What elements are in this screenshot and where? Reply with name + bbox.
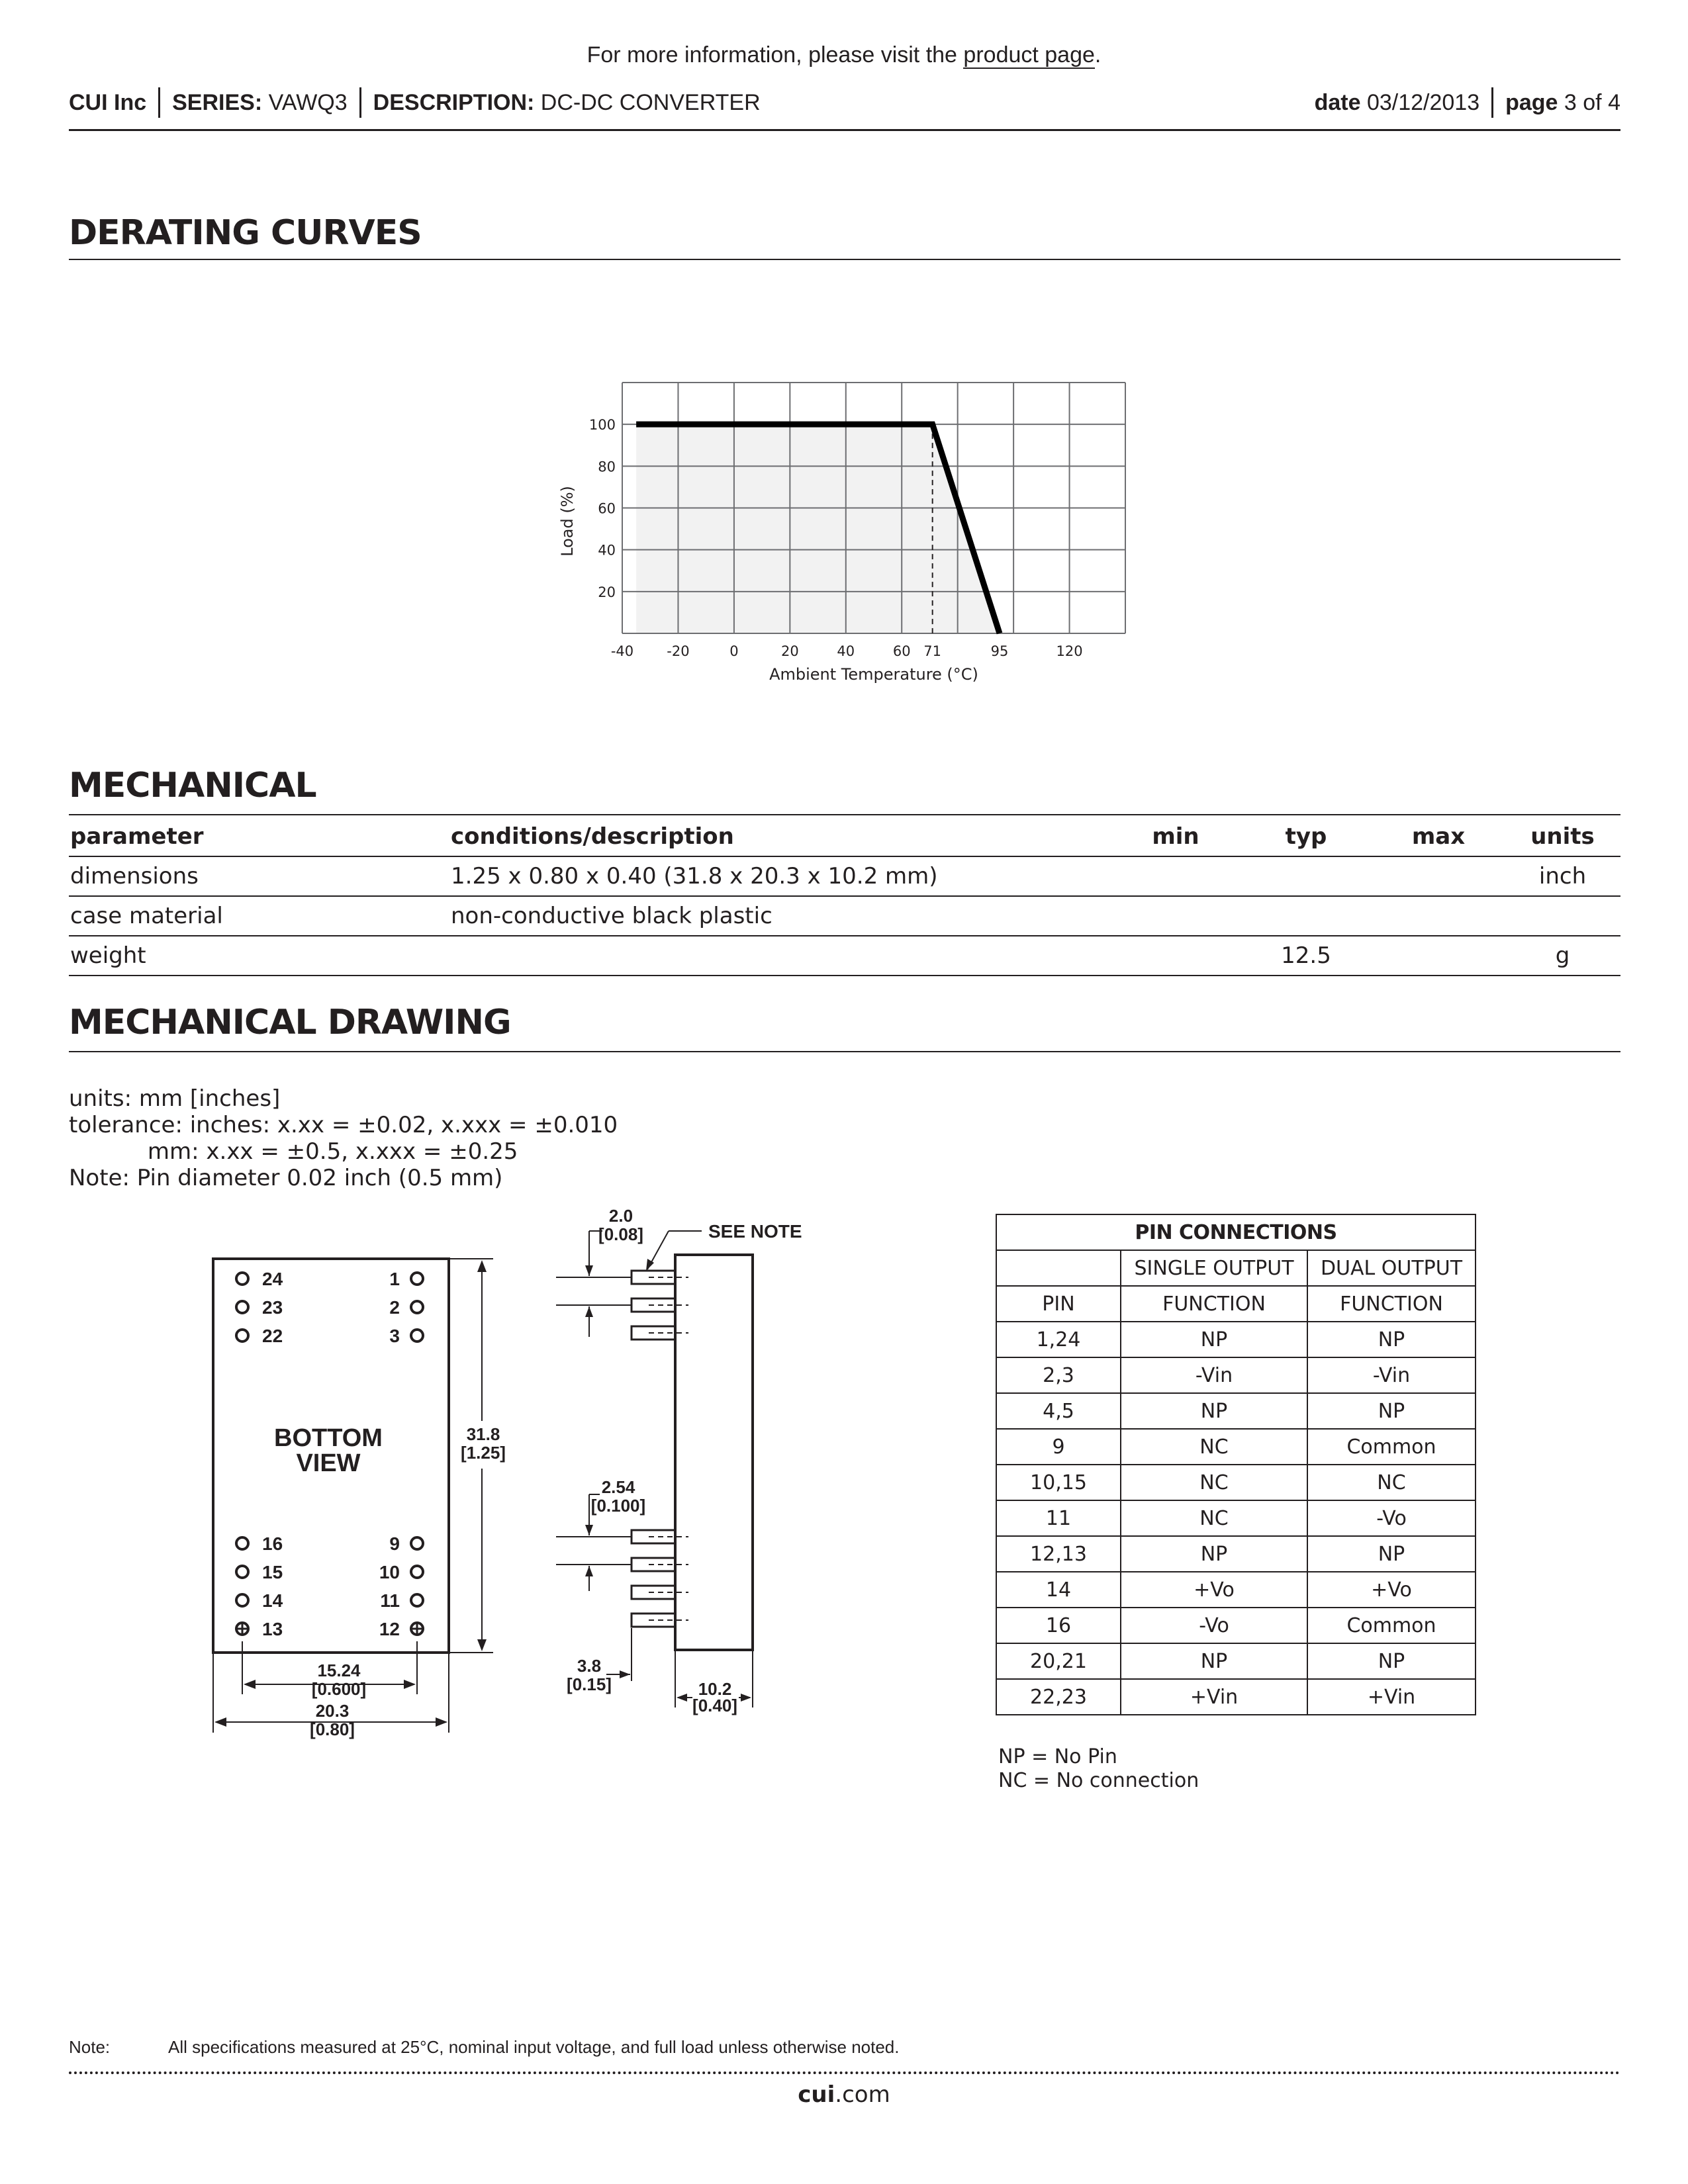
arrowhead <box>436 1717 447 1727</box>
product-page-link[interactable]: product page <box>963 42 1095 68</box>
function-cell: NP <box>1307 1322 1476 1357</box>
page-label: page <box>1505 89 1558 115</box>
drawing-notes <box>69 1085 618 1191</box>
pin-hole <box>236 1537 248 1549</box>
dimension-text: [1.25] <box>461 1443 506 1463</box>
pin-connections-table <box>996 1214 1476 1715</box>
y-tick-label: 80 <box>598 459 616 475</box>
column-header: FUNCTION <box>1307 1286 1476 1322</box>
pin-label: 15 <box>262 1562 283 1582</box>
arrowhead <box>477 1639 487 1651</box>
table-cell <box>996 1250 1121 1286</box>
date-label: date <box>1314 89 1361 115</box>
table-cell <box>1372 896 1505 936</box>
legend-np: NP = No Pin <box>998 1745 1117 1768</box>
table-cell: 1.25 x 0.80 x 0.40 (31.8 x 20.3 x 10.2 mm) <box>449 856 1111 896</box>
bottom-view-label: VIEW <box>296 1449 361 1477</box>
pin-hole <box>236 1330 248 1342</box>
pin-cell: 14 <box>996 1572 1121 1608</box>
table-cell <box>1240 856 1372 896</box>
dimension-text: 2.0 <box>608 1206 633 1226</box>
dimension-text: [0.600] <box>311 1679 367 1699</box>
table-row <box>996 1429 1476 1465</box>
table-cell <box>1372 856 1505 896</box>
x-tick-label: 95 <box>990 643 1009 659</box>
column-header: typ <box>1240 817 1372 856</box>
pin-label: 9 <box>389 1533 400 1554</box>
tolerance-note: mm: x.xx = ±0.5, x.xxx = ±0.25 <box>69 1138 518 1165</box>
dimension-text: 15.24 <box>317 1661 361 1680</box>
pin-label: 11 <box>380 1590 400 1611</box>
mechanical-drawing-section-title: MECHANICAL DRAWING <box>69 1003 511 1042</box>
x-tick-label: 60 <box>892 643 911 659</box>
pin-cell: 9 <box>996 1429 1121 1465</box>
footer-note <box>69 2037 899 2058</box>
arrowhead <box>404 1680 416 1689</box>
dimension-text: 31.8 <box>466 1424 500 1444</box>
derating-chart <box>543 371 1152 702</box>
function-cell: -Vo <box>1307 1500 1476 1536</box>
table-header-row <box>996 1286 1476 1322</box>
top-info-note <box>0 42 1688 68</box>
table-row <box>996 1465 1476 1500</box>
pin-label: 3 <box>389 1326 400 1346</box>
see-note-label: SEE NOTE <box>708 1221 802 1242</box>
y-axis-label: Load (%) <box>558 486 577 557</box>
site-name-rest: .com <box>835 2081 890 2108</box>
header-divider <box>359 87 361 118</box>
function-cell: NP <box>1307 1643 1476 1679</box>
pin-hole <box>236 1594 248 1606</box>
footer-dotted-rule <box>69 2071 1620 2074</box>
column-header: max <box>1372 817 1505 856</box>
table-cell: g <box>1505 936 1620 976</box>
table-cell: weight <box>69 936 449 976</box>
column-header: min <box>1111 817 1240 856</box>
pin-label: 22 <box>262 1326 283 1346</box>
arrowhead <box>477 1260 487 1272</box>
dimension-text: [0.80] <box>310 1719 355 1739</box>
table-title-row <box>996 1214 1476 1250</box>
pin-hole <box>411 1537 423 1549</box>
company-name: CUI Inc <box>69 89 147 115</box>
function-cell: NP <box>1307 1536 1476 1572</box>
pin-hole <box>236 1566 248 1578</box>
function-cell: NP <box>1307 1393 1476 1429</box>
header-divider <box>158 87 160 118</box>
x-tick-label: -40 <box>610 643 634 659</box>
page-number: 3 of 4 <box>1564 89 1620 115</box>
dimension-text: 2.54 <box>601 1477 635 1497</box>
column-header: units <box>1505 817 1620 856</box>
pin-hole <box>411 1273 423 1285</box>
series-value: VAWQ3 <box>268 89 348 115</box>
function-cell: NC <box>1121 1465 1307 1500</box>
function-cell: NP <box>1121 1393 1307 1429</box>
pin-hole <box>411 1330 423 1342</box>
arrowhead <box>677 1694 687 1702</box>
pin-hole <box>411 1566 423 1578</box>
dimension-text: 10.2 <box>698 1679 732 1699</box>
pin-cell: 1,24 <box>996 1322 1121 1357</box>
pin-cell: 4,5 <box>996 1393 1121 1429</box>
pin-cell: 22,23 <box>996 1679 1121 1715</box>
y-tick-label: 20 <box>598 584 616 600</box>
pin-label: 1 <box>389 1269 400 1289</box>
function-cell: +Vin <box>1307 1679 1476 1715</box>
pin-cell: 10,15 <box>996 1465 1121 1500</box>
module-side-outline <box>675 1255 753 1650</box>
arrowhead <box>585 1566 593 1576</box>
pin-label: 13 <box>262 1619 283 1639</box>
legend-nc: NC = No connection <box>998 1769 1199 1792</box>
dimension-text: [0.08] <box>598 1224 643 1244</box>
table-row <box>996 1679 1476 1715</box>
top-note-prefix: For more information, please visit the <box>586 42 964 68</box>
description-value: DC-DC CONVERTER <box>540 89 761 115</box>
x-tick-label: 120 <box>1056 643 1083 659</box>
column-header: PIN <box>996 1286 1121 1322</box>
dimension-text: [0.40] <box>692 1696 737 1715</box>
pin-hole <box>411 1301 423 1313</box>
dimension-text: 20.3 <box>315 1701 350 1721</box>
function-cell: -Vin <box>1121 1357 1307 1393</box>
table-cell: non-conductive black plastic <box>449 896 1111 936</box>
function-cell: +Vo <box>1307 1572 1476 1608</box>
table-row <box>996 1393 1476 1429</box>
pin-hole <box>236 1301 248 1313</box>
footer-site-link[interactable] <box>0 2081 1688 2108</box>
table-cell <box>1111 856 1240 896</box>
function-cell: -Vin <box>1307 1357 1476 1393</box>
arrowhead <box>214 1717 226 1727</box>
pin-cell: 20,21 <box>996 1643 1121 1679</box>
x-axis-label: Ambient Temperature (°C) <box>769 665 978 684</box>
arrowhead <box>585 1306 593 1317</box>
section-rule <box>69 1051 1620 1052</box>
pin-label: 10 <box>379 1562 400 1582</box>
table-cell <box>1111 896 1240 936</box>
function-cell: NP <box>1121 1536 1307 1572</box>
bottom-view-drawing <box>199 1244 569 1760</box>
x-tick-label: 40 <box>837 643 855 659</box>
table-cell <box>1505 896 1620 936</box>
table-row <box>996 1357 1476 1393</box>
tolerance-note: tolerance: inches: x.xx = ±0.02, x.xxx = ±0.010 <box>69 1112 618 1138</box>
series-label: SERIES: <box>172 89 263 115</box>
function-cell: NP <box>1121 1643 1307 1679</box>
column-header: parameter <box>69 817 449 856</box>
table-header-row <box>996 1250 1476 1286</box>
table-row <box>69 936 1620 976</box>
pin-hole <box>236 1273 248 1285</box>
table-row <box>996 1608 1476 1643</box>
derating-section-title: DERATING CURVES <box>69 213 422 253</box>
function-cell: -Vo <box>1121 1608 1307 1643</box>
arrowhead <box>585 1265 593 1276</box>
pin-cell: 11 <box>996 1500 1121 1536</box>
table-row <box>996 1643 1476 1679</box>
table-row <box>996 1322 1476 1357</box>
function-cell: Common <box>1307 1429 1476 1465</box>
y-tick-label: 100 <box>588 417 616 433</box>
column-header: FUNCTION <box>1121 1286 1307 1322</box>
pin-hole <box>411 1594 423 1606</box>
pin-cell: 16 <box>996 1608 1121 1643</box>
function-cell: NC <box>1121 1429 1307 1465</box>
table-row <box>996 1536 1476 1572</box>
pin-cell: 12,13 <box>996 1536 1121 1572</box>
pin-diameter-note: Note: Pin diameter 0.02 inch (0.5 mm) <box>69 1165 503 1191</box>
table-header-row <box>69 817 1620 856</box>
pin-label: 14 <box>262 1590 283 1611</box>
side-view-drawing <box>549 1205 847 1734</box>
column-header: DUAL OUTPUT <box>1307 1250 1476 1286</box>
table-row <box>69 896 1620 936</box>
dimension-text: 3.8 <box>577 1656 602 1676</box>
arrowhead <box>585 1525 593 1535</box>
section-rule <box>69 814 1620 815</box>
pin-label: 24 <box>262 1269 283 1289</box>
column-header: SINGLE OUTPUT <box>1121 1250 1307 1286</box>
table-row <box>69 856 1620 896</box>
table-cell <box>1372 936 1505 976</box>
pin-legend <box>998 1745 1199 1793</box>
arrowhead <box>620 1670 630 1678</box>
table-cell: case material <box>69 896 449 936</box>
x-tick-label: -20 <box>667 643 690 659</box>
mechanical-section-title: MECHANICAL <box>69 766 316 805</box>
table-row <box>996 1500 1476 1536</box>
function-cell: Common <box>1307 1608 1476 1643</box>
function-cell: NP <box>1121 1322 1307 1357</box>
section-rule <box>69 259 1620 260</box>
table-cell <box>449 936 1111 976</box>
header-rule <box>69 129 1620 131</box>
table-cell: 12.5 <box>1240 936 1372 976</box>
page-header <box>69 87 1620 119</box>
table-cell <box>1111 936 1240 976</box>
table-cell: inch <box>1505 856 1620 896</box>
table-row <box>996 1572 1476 1608</box>
function-cell: +Vin <box>1121 1679 1307 1715</box>
pin-label: 2 <box>389 1297 400 1318</box>
footer-note-label: Note: <box>69 2037 111 2057</box>
arrowhead <box>741 1694 751 1702</box>
footer-note-text: All specifications measured at 25°C, nominal input voltage, and full load unless otherwise noted. <box>168 2037 900 2057</box>
date-value: 03/12/2013 <box>1366 89 1480 115</box>
header-divider <box>1491 87 1493 118</box>
x-tick-label: 71 <box>923 643 942 659</box>
dimension-text: [0.15] <box>567 1674 612 1694</box>
table-cell <box>1240 896 1372 936</box>
y-tick-label: 40 <box>598 542 616 559</box>
units-note: units: mm [inches] <box>69 1085 281 1112</box>
arrowhead <box>244 1680 256 1689</box>
mechanical-table <box>69 817 1620 976</box>
bottom-view-label: BOTTOM <box>274 1424 383 1452</box>
pin-label: 12 <box>379 1619 400 1639</box>
dimension-text: [0.100] <box>590 1496 646 1516</box>
y-tick-label: 60 <box>598 500 616 517</box>
column-header: conditions/description <box>449 817 1111 856</box>
site-name-bold: cui <box>798 2081 835 2108</box>
function-cell: NC <box>1121 1500 1307 1536</box>
pin-label: 16 <box>262 1533 283 1554</box>
function-cell: +Vo <box>1121 1572 1307 1608</box>
pin-label: 23 <box>262 1297 283 1318</box>
function-cell: NC <box>1307 1465 1476 1500</box>
pin-cell: 2,3 <box>996 1357 1121 1393</box>
x-tick-label: 0 <box>729 643 739 659</box>
x-tick-label: 20 <box>780 643 799 659</box>
top-note-suffix: . <box>1094 42 1102 68</box>
description-label: DESCRIPTION: <box>373 89 535 115</box>
pin-table-title: PIN CONNECTIONS <box>996 1214 1476 1250</box>
table-cell: dimensions <box>69 856 449 896</box>
